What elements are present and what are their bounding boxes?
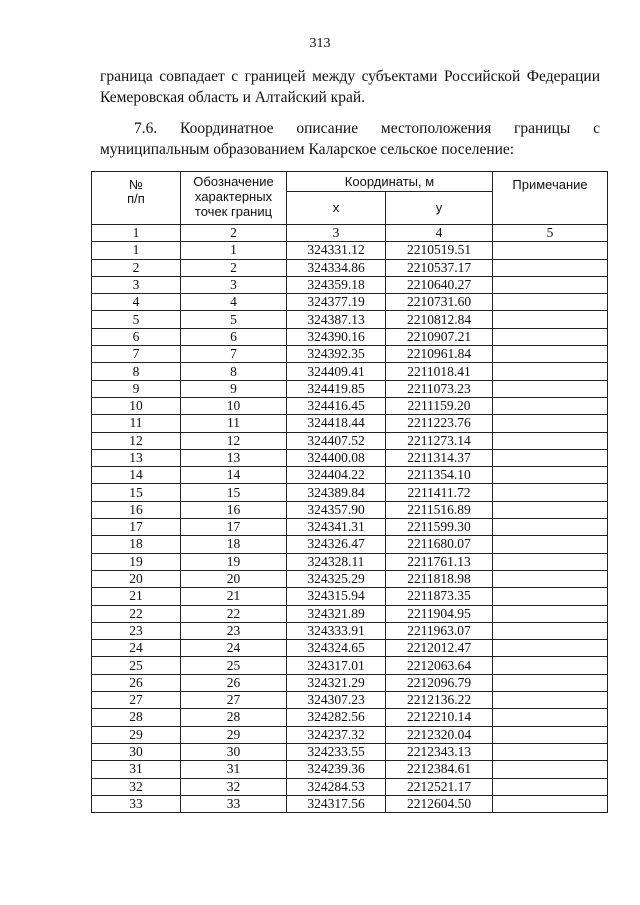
- point-designation-cell: 25: [181, 657, 287, 674]
- note-cell: [493, 709, 608, 726]
- table-row: [92, 726, 608, 743]
- point-designation-cell: 17: [181, 519, 287, 536]
- x-coordinate-cell: 324407.52: [287, 432, 386, 449]
- x-coordinate-cell: 324233.55: [287, 743, 386, 760]
- note-cell: [493, 570, 608, 587]
- row-number-cell: 5: [92, 311, 181, 328]
- table-row: [92, 294, 608, 311]
- y-coordinate-cell: 2212210.14: [386, 709, 493, 726]
- note-cell: [493, 276, 608, 293]
- header-coordinates: Координаты, м: [287, 172, 493, 192]
- note-cell: [493, 588, 608, 605]
- row-number-cell: 32: [92, 778, 181, 795]
- row-number-cell: 9: [92, 380, 181, 397]
- row-number-cell: 8: [92, 363, 181, 380]
- y-coordinate-cell: 2212012.47: [386, 640, 493, 657]
- point-designation-cell: 3: [181, 276, 287, 293]
- row-number-cell: 4: [92, 294, 181, 311]
- x-coordinate-cell: 324317.56: [287, 795, 386, 812]
- intro-paragraph: [100, 66, 600, 108]
- y-coordinate-cell: 2210640.27: [386, 276, 493, 293]
- header-note: Примечание: [493, 172, 608, 225]
- row-number-cell: 28: [92, 709, 181, 726]
- point-designation-cell: 7: [181, 346, 287, 363]
- row-number-cell: 15: [92, 484, 181, 501]
- column-number: 4: [386, 225, 493, 242]
- point-designation-cell: 22: [181, 605, 287, 622]
- note-cell: [493, 657, 608, 674]
- point-designation-cell: 4: [181, 294, 287, 311]
- point-designation-cell: 30: [181, 743, 287, 760]
- table-row: [92, 640, 608, 657]
- x-coordinate-cell: 324389.84: [287, 484, 386, 501]
- y-coordinate-cell: 2211680.07: [386, 536, 493, 553]
- point-designation-cell: 10: [181, 397, 287, 414]
- note-cell: [493, 501, 608, 518]
- table-row: [92, 709, 608, 726]
- x-coordinate-cell: 324390.16: [287, 328, 386, 345]
- y-coordinate-cell: 2211904.95: [386, 605, 493, 622]
- note-cell: [493, 259, 608, 276]
- row-number-cell: 3: [92, 276, 181, 293]
- y-coordinate-cell: 2212384.61: [386, 761, 493, 778]
- point-designation-cell: 2: [181, 259, 287, 276]
- table-row: [92, 553, 608, 570]
- note-cell: [493, 536, 608, 553]
- x-coordinate-cell: 324387.13: [287, 311, 386, 328]
- row-number-cell: 26: [92, 674, 181, 691]
- row-number-cell: 27: [92, 692, 181, 709]
- note-cell: [493, 449, 608, 466]
- point-designation-cell: 24: [181, 640, 287, 657]
- x-coordinate-cell: 324324.65: [287, 640, 386, 657]
- y-coordinate-cell: 2212521.17: [386, 778, 493, 795]
- x-coordinate-cell: 324239.36: [287, 761, 386, 778]
- row-number-cell: 22: [92, 605, 181, 622]
- x-coordinate-cell: 324341.31: [287, 519, 386, 536]
- table-row: [92, 346, 608, 363]
- y-coordinate-cell: 2210812.84: [386, 311, 493, 328]
- note-cell: [493, 692, 608, 709]
- point-designation-cell: 1: [181, 242, 287, 259]
- note-cell: [493, 432, 608, 449]
- row-number-cell: 19: [92, 553, 181, 570]
- point-designation-cell: 13: [181, 449, 287, 466]
- section-heading-line-2: муниципальным образованием Каларское сельское поселение:: [100, 141, 515, 158]
- x-coordinate-cell: 324377.19: [287, 294, 386, 311]
- table-row: [92, 242, 608, 259]
- header-point-designation: [181, 172, 287, 225]
- row-number-cell: 25: [92, 657, 181, 674]
- x-coordinate-cell: 324334.86: [287, 259, 386, 276]
- note-cell: [493, 294, 608, 311]
- x-coordinate-cell: 324404.22: [287, 467, 386, 484]
- row-number-cell: 21: [92, 588, 181, 605]
- point-designation-cell: 27: [181, 692, 287, 709]
- table-row: [92, 259, 608, 276]
- y-coordinate-cell: 2211963.07: [386, 622, 493, 639]
- x-coordinate-cell: 324400.08: [287, 449, 386, 466]
- y-coordinate-cell: 2212320.04: [386, 726, 493, 743]
- y-coordinate-cell: 2211273.14: [386, 432, 493, 449]
- row-number-cell: 18: [92, 536, 181, 553]
- y-coordinate-cell: 2211018.41: [386, 363, 493, 380]
- x-coordinate-cell: 324321.89: [287, 605, 386, 622]
- note-cell: [493, 743, 608, 760]
- x-coordinate-cell: 324321.29: [287, 674, 386, 691]
- point-designation-cell: 28: [181, 709, 287, 726]
- note-cell: [493, 484, 608, 501]
- table-row: [92, 397, 608, 414]
- table-row: [92, 363, 608, 380]
- row-number-cell: 31: [92, 761, 181, 778]
- row-number-cell: 1: [92, 242, 181, 259]
- table-row: [92, 501, 608, 518]
- y-coordinate-cell: 2210537.17: [386, 259, 493, 276]
- x-coordinate-cell: 324315.94: [287, 588, 386, 605]
- x-coordinate-cell: 324331.12: [287, 242, 386, 259]
- y-coordinate-cell: 2211223.76: [386, 415, 493, 432]
- row-number-cell: 16: [92, 501, 181, 518]
- x-coordinate-cell: 324419.85: [287, 380, 386, 397]
- x-coordinate-cell: 324328.11: [287, 553, 386, 570]
- y-coordinate-cell: 2210907.21: [386, 328, 493, 345]
- x-coordinate-cell: 324326.47: [287, 536, 386, 553]
- x-coordinate-cell: 324357.90: [287, 501, 386, 518]
- row-number-cell: 12: [92, 432, 181, 449]
- column-number: 5: [493, 225, 608, 242]
- note-cell: [493, 397, 608, 414]
- table-row: [92, 605, 608, 622]
- point-designation-cell: 23: [181, 622, 287, 639]
- table-row: [92, 467, 608, 484]
- section-heading-line-1: 7.6. Координатное описание местоположения границы с: [134, 120, 600, 137]
- note-cell: [493, 380, 608, 397]
- row-number-cell: 17: [92, 519, 181, 536]
- row-number-cell: 2: [92, 259, 181, 276]
- point-designation-cell: 33: [181, 795, 287, 812]
- coordinates-table: [91, 171, 608, 813]
- point-designation-cell: 31: [181, 761, 287, 778]
- header-designation-line-1: Обозначение: [193, 174, 274, 189]
- table-row: [92, 795, 608, 812]
- note-cell: [493, 674, 608, 691]
- table-row: [92, 622, 608, 639]
- page-number: 313: [309, 36, 331, 51]
- y-coordinate-cell: 2211159.20: [386, 397, 493, 414]
- y-coordinate-cell: 2212096.79: [386, 674, 493, 691]
- note-cell: [493, 761, 608, 778]
- row-number-cell: 20: [92, 570, 181, 587]
- header-no-pp: п/п: [127, 191, 145, 206]
- row-number-cell: 10: [92, 397, 181, 414]
- y-coordinate-cell: 2212136.22: [386, 692, 493, 709]
- section-heading: [100, 118, 600, 160]
- column-number: 2: [181, 225, 287, 242]
- table-row: [92, 432, 608, 449]
- point-designation-cell: 16: [181, 501, 287, 518]
- y-coordinate-cell: 2211873.35: [386, 588, 493, 605]
- point-designation-cell: 12: [181, 432, 287, 449]
- point-designation-cell: 20: [181, 570, 287, 587]
- table-row: [92, 415, 608, 432]
- header-no-symbol: №: [129, 177, 143, 192]
- table-row: [92, 743, 608, 760]
- header-x: x: [287, 192, 386, 225]
- point-designation-cell: 29: [181, 726, 287, 743]
- column-numbers-row: [92, 225, 608, 242]
- x-coordinate-cell: 324418.44: [287, 415, 386, 432]
- x-coordinate-cell: 324307.23: [287, 692, 386, 709]
- note-cell: [493, 363, 608, 380]
- y-coordinate-cell: 2210519.51: [386, 242, 493, 259]
- intro-line-1: граница совпадает с границей между субъектами Российской Федерации: [100, 68, 600, 85]
- note-cell: [493, 415, 608, 432]
- row-number-cell: 6: [92, 328, 181, 345]
- table-row: [92, 657, 608, 674]
- table-row: [92, 328, 608, 345]
- point-designation-cell: 15: [181, 484, 287, 501]
- note-cell: [493, 795, 608, 812]
- point-designation-cell: 32: [181, 778, 287, 795]
- point-designation-cell: 6: [181, 328, 287, 345]
- table-row: [92, 588, 608, 605]
- note-cell: [493, 640, 608, 657]
- point-designation-cell: 21: [181, 588, 287, 605]
- table-row: [92, 761, 608, 778]
- note-cell: [493, 519, 608, 536]
- point-designation-cell: 8: [181, 363, 287, 380]
- point-designation-cell: 9: [181, 380, 287, 397]
- header-designation-line-3: точек границ: [194, 204, 273, 219]
- x-coordinate-cell: 324409.41: [287, 363, 386, 380]
- row-number-cell: 24: [92, 640, 181, 657]
- point-designation-cell: 14: [181, 467, 287, 484]
- header-y: y: [386, 192, 493, 225]
- y-coordinate-cell: 2211761.13: [386, 553, 493, 570]
- y-coordinate-cell: 2211354.10: [386, 467, 493, 484]
- note-cell: [493, 605, 608, 622]
- point-designation-cell: 11: [181, 415, 287, 432]
- y-coordinate-cell: 2212604.50: [386, 795, 493, 812]
- x-coordinate-cell: 324282.56: [287, 709, 386, 726]
- table-row: [92, 692, 608, 709]
- y-coordinate-cell: 2210731.60: [386, 294, 493, 311]
- column-number: 1: [92, 225, 181, 242]
- table-row: [92, 570, 608, 587]
- row-number-cell: 30: [92, 743, 181, 760]
- x-coordinate-cell: 324333.91: [287, 622, 386, 639]
- row-number-cell: 29: [92, 726, 181, 743]
- row-number-cell: 14: [92, 467, 181, 484]
- y-coordinate-cell: 2211073.23: [386, 380, 493, 397]
- point-designation-cell: 5: [181, 311, 287, 328]
- note-cell: [493, 467, 608, 484]
- note-cell: [493, 778, 608, 795]
- header-row-number: [92, 172, 181, 225]
- x-coordinate-cell: 324416.45: [287, 397, 386, 414]
- row-number-cell: 23: [92, 622, 181, 639]
- point-designation-cell: 26: [181, 674, 287, 691]
- y-coordinate-cell: 2211411.72: [386, 484, 493, 501]
- table-row: [92, 449, 608, 466]
- intro-line-2: Кемеровская область и Алтайский край.: [100, 89, 366, 106]
- x-coordinate-cell: 324359.18: [287, 276, 386, 293]
- table-row: [92, 311, 608, 328]
- note-cell: [493, 346, 608, 363]
- y-coordinate-cell: 2211314.37: [386, 449, 493, 466]
- y-coordinate-cell: 2211599.30: [386, 519, 493, 536]
- point-designation-cell: 18: [181, 536, 287, 553]
- note-cell: [493, 328, 608, 345]
- row-number-cell: 11: [92, 415, 181, 432]
- table-row: [92, 674, 608, 691]
- x-coordinate-cell: 324237.32: [287, 726, 386, 743]
- y-coordinate-cell: 2211818.98: [386, 570, 493, 587]
- x-coordinate-cell: 324317.01: [287, 657, 386, 674]
- note-cell: [493, 553, 608, 570]
- x-coordinate-cell: 324325.29: [287, 570, 386, 587]
- note-cell: [493, 311, 608, 328]
- x-coordinate-cell: 324392.35: [287, 346, 386, 363]
- note-cell: [493, 242, 608, 259]
- row-number-cell: 33: [92, 795, 181, 812]
- y-coordinate-cell: 2210961.84: [386, 346, 493, 363]
- header-designation-line-2: характерных: [194, 189, 273, 204]
- y-coordinate-cell: 2212343.13: [386, 743, 493, 760]
- row-number-cell: 7: [92, 346, 181, 363]
- table-row: [92, 484, 608, 501]
- column-number: 3: [287, 225, 386, 242]
- note-cell: [493, 622, 608, 639]
- table-row: [92, 778, 608, 795]
- x-coordinate-cell: 324284.53: [287, 778, 386, 795]
- point-designation-cell: 19: [181, 553, 287, 570]
- table-row: [92, 536, 608, 553]
- y-coordinate-cell: 2212063.64: [386, 657, 493, 674]
- table-row: [92, 380, 608, 397]
- row-number-cell: 13: [92, 449, 181, 466]
- note-cell: [493, 726, 608, 743]
- table-row: [92, 519, 608, 536]
- table-row: [92, 276, 608, 293]
- y-coordinate-cell: 2211516.89: [386, 501, 493, 518]
